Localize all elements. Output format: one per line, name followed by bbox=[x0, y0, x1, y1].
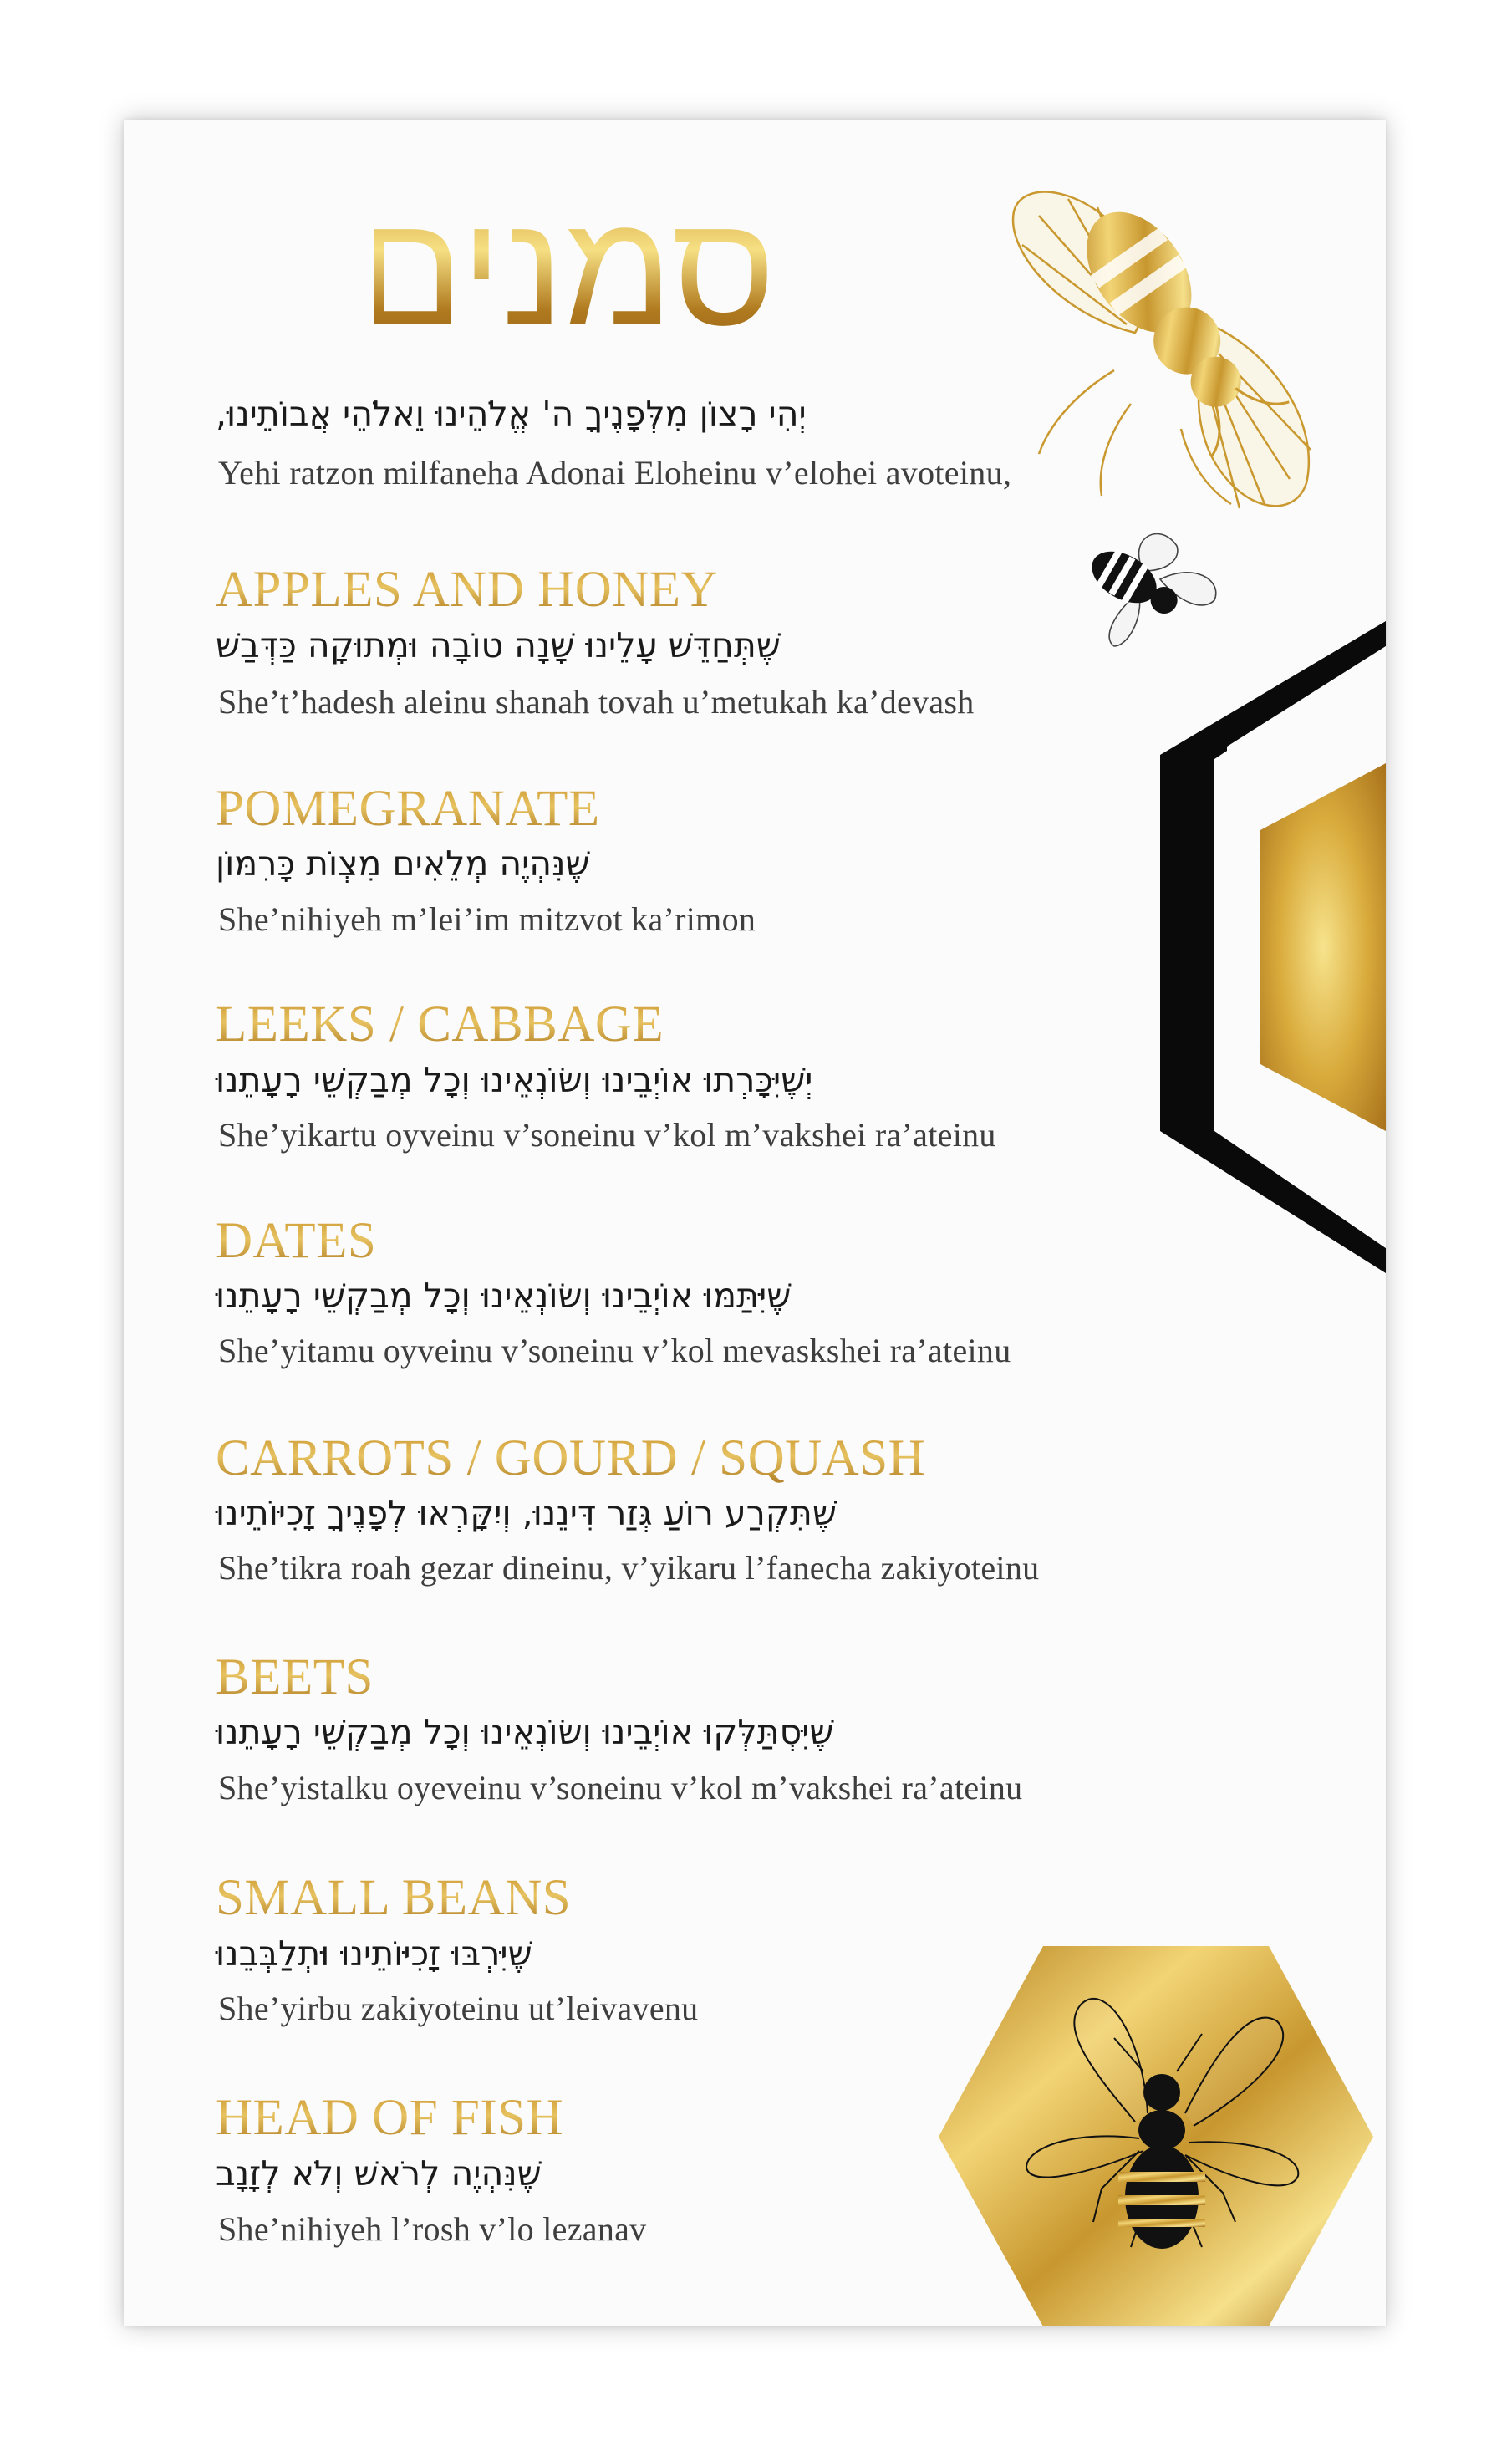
siman-hebrew-dates: שֶׁיִּתַּמּוּ אוֹיְבֵינוּ וְשׂוֹנְאֵינוּ וְכָל מְבַקְשֵׁי רָעָתֵנוּ bbox=[216, 1276, 792, 1316]
siman-heading-beets: BEETS bbox=[216, 1649, 374, 1705]
siman-translit-fish: She’nihiyeh l’rosh v’lo lezanav bbox=[218, 2210, 647, 2248]
siman-heading-leeks: LEEKS / CABBAGE bbox=[216, 996, 664, 1052]
siman-translit-apples: She’t’hadesh aleinu shanah tovah u’metukah ka’devash bbox=[218, 683, 975, 721]
siman-hebrew-carrots: שֶׁתִּקְרַע רוֹעַ גְּזַר דִּינֵנוּ, וְיִקָּרְאוּ לְפָנֶיךָ זָכִיּוֹתֵינוּ bbox=[216, 1493, 837, 1533]
siman-hebrew-fish: שֶׁנִּהְיֶה לְרֹאשׁ וְלֹא לְזָנָב bbox=[216, 2153, 542, 2194]
intro-translit: Yehi ratzon milfaneha Adonai Eloheinu v’elohei avoteinu, bbox=[218, 454, 1012, 492]
intro-hebrew: יְהִי רָצוֹן מִלְּפָנֶיךָ ה' אֱלֹהֵינוּ וֵאלֹהֵי אֲבוֹתֵינוּ, bbox=[216, 394, 807, 434]
page-title: סמנים bbox=[374, 170, 776, 370]
siman-heading-fish: HEAD OF FISH bbox=[216, 2090, 564, 2146]
siman-translit-beans: She’yirbu zakiyoteinu ut’leivavenu bbox=[218, 1990, 699, 2027]
siman-hebrew-leeks: יְשֶׁיִּכָּרְתוּ אוֹיְבֵינוּ וְשׂוֹנְאֵינוּ וְכָל מְבַקְשֵׁי רָעָתֵנוּ bbox=[216, 1060, 813, 1100]
siman-translit-carrots: She’tikra roah gezar dineinu, v’yikaru l’fanecha zakiyoteinu bbox=[218, 1549, 1040, 1587]
siman-hebrew-pomegranate: שֶׁנִּהְיֶה מְלֵאִים מִצְוֹת כָּרִמּוֹן bbox=[216, 843, 590, 884]
siman-heading-apples: APPLES AND HONEY bbox=[216, 562, 719, 618]
siman-heading-beans: SMALL BEANS bbox=[216, 1870, 572, 1926]
gold-hexagon bbox=[1260, 763, 1386, 1131]
siman-hebrew-beets: שֶׁיִּסְתַּלְּקוּ אוֹיְבֵינוּ וְשׂוֹנְאֵינוּ וְכָל מְבַקְשֵׁי רָעָתֵנוּ bbox=[216, 1712, 834, 1752]
siman-heading-dates: DATES bbox=[216, 1213, 377, 1269]
siman-hebrew-apples: שֶׁתְּחַדֵּשׁ עָלֵינוּ שָׁנָה טוֹבָה וּמְתוּקָה כַּדְּבַשׁ bbox=[216, 625, 781, 665]
siman-translit-leeks: She’yikartu oyveinu v’soneinu v’kol m’vakshei ra’ateinu bbox=[218, 1116, 996, 1154]
simanim-card bbox=[124, 120, 1386, 2326]
siman-translit-pomegranate: She’nihiyeh m’lei’im mitzvot ka’rimon bbox=[218, 900, 756, 938]
siman-translit-dates: She’yitamu oyveinu v’soneinu v’kol mevaskshei ra’ateinu bbox=[218, 1332, 1011, 1369]
siman-heading-carrots: CARROTS / GOURD / SQUASH bbox=[216, 1430, 926, 1486]
gold-hexagon-bee-icon bbox=[934, 1946, 1377, 2326]
siman-heading-pomegranate: POMEGRANATE bbox=[216, 781, 600, 837]
siman-hebrew-beans: שֶׁיִּרְבּוּ זָכִיּוֹתֵינוּ וּתְלַבְּבֵנוּ bbox=[216, 1934, 532, 1974]
gold-bee-icon bbox=[989, 153, 1340, 538]
siman-translit-beets: She’yistalku oyeveinu v’soneinu v’kol m’vakshei ra’ateinu bbox=[218, 1769, 1023, 1806]
